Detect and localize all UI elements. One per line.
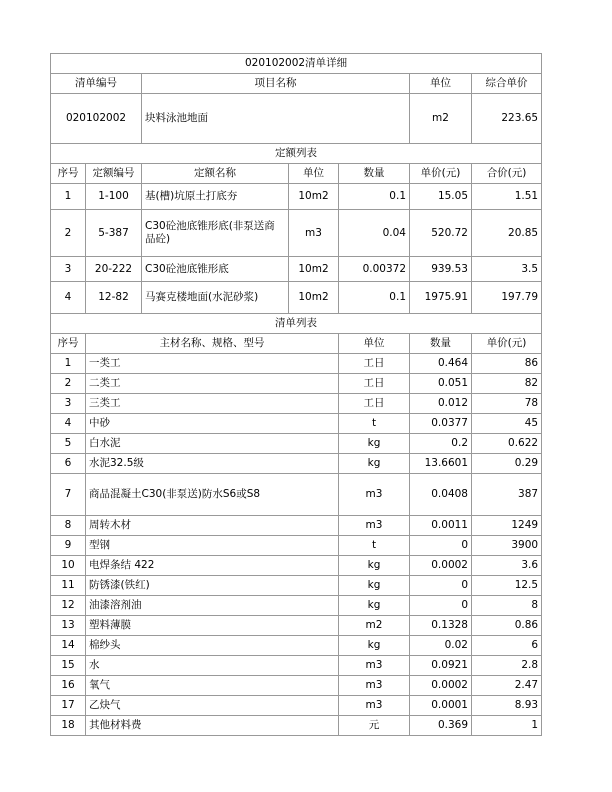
quota-row xyxy=(51,257,542,282)
material-name: 棉纱头 xyxy=(86,636,339,656)
material-unit: kg xyxy=(339,576,410,596)
material-row xyxy=(51,576,542,596)
quota-quantity: 0.1 xyxy=(339,282,410,314)
material-quantity: 0 xyxy=(410,576,472,596)
material-name: 油漆溶剂油 xyxy=(86,596,339,616)
material-row xyxy=(51,474,542,516)
item-code: 020102002 xyxy=(51,94,142,144)
item-price: 223.65 xyxy=(472,94,542,144)
material-quantity: 0.012 xyxy=(410,394,472,414)
material-name: 水泥32.5级 xyxy=(86,454,339,474)
material-row xyxy=(51,454,542,474)
material-index: 18 xyxy=(51,716,86,736)
quota-total: 20.85 xyxy=(472,210,542,257)
material-index: 13 xyxy=(51,616,86,636)
material-unit: m3 xyxy=(339,474,410,516)
material-name: 氧气 xyxy=(86,676,339,696)
material-quantity: 0.0377 xyxy=(410,414,472,434)
quota-col-code: 定额编号 xyxy=(86,164,142,184)
material-unit: m3 xyxy=(339,516,410,536)
material-name: 商品混凝土C30(非泵送)防水S6或S8 xyxy=(86,474,339,516)
quota-unit-price: 1975.91 xyxy=(410,282,472,314)
materials-columns-row xyxy=(51,334,542,354)
material-unit-price: 0.86 xyxy=(472,616,542,636)
quota-unit: 10m2 xyxy=(289,257,339,282)
quota-row xyxy=(51,210,542,257)
detail-sheet xyxy=(50,53,541,736)
material-name: 白水泥 xyxy=(86,434,339,454)
quota-unit-price: 520.72 xyxy=(410,210,472,257)
material-unit-price: 1249 xyxy=(472,516,542,536)
quota-unit: 10m2 xyxy=(289,282,339,314)
quota-quantity: 0.04 xyxy=(339,210,410,257)
material-unit-price: 45 xyxy=(472,414,542,434)
material-row xyxy=(51,394,542,414)
material-quantity: 0.1328 xyxy=(410,616,472,636)
quota-code: 1-100 xyxy=(86,184,142,210)
material-index: 8 xyxy=(51,516,86,536)
header-unit-label: 单位 xyxy=(410,74,472,94)
material-index: 9 xyxy=(51,536,86,556)
material-quantity: 0.0921 xyxy=(410,656,472,676)
material-row xyxy=(51,354,542,374)
material-row xyxy=(51,616,542,636)
quota-unit-price: 939.53 xyxy=(410,257,472,282)
material-index: 6 xyxy=(51,454,86,474)
material-quantity: 0.0408 xyxy=(410,474,472,516)
material-unit: kg xyxy=(339,636,410,656)
quota-total: 197.79 xyxy=(472,282,542,314)
material-quantity: 0 xyxy=(410,596,472,616)
quota-name: 基(槽)坑原土打底夯 xyxy=(142,184,289,210)
material-quantity: 0.02 xyxy=(410,636,472,656)
material-unit: m3 xyxy=(339,696,410,716)
material-unit-price: 78 xyxy=(472,394,542,414)
material-quantity: 0.051 xyxy=(410,374,472,394)
material-quantity: 0.0002 xyxy=(410,556,472,576)
material-row xyxy=(51,716,542,736)
material-unit-price: 0.29 xyxy=(472,454,542,474)
material-index: 7 xyxy=(51,474,86,516)
material-name: 型钢 xyxy=(86,536,339,556)
material-unit-price: 8 xyxy=(472,596,542,616)
material-unit-price: 0.622 xyxy=(472,434,542,454)
material-row xyxy=(51,434,542,454)
material-name: 电焊条结 422 xyxy=(86,556,339,576)
material-unit-price: 2.8 xyxy=(472,656,542,676)
material-row xyxy=(51,374,542,394)
material-unit: m3 xyxy=(339,656,410,676)
material-quantity: 0.0011 xyxy=(410,516,472,536)
material-index: 15 xyxy=(51,656,86,676)
materials-col-unit: 单位 xyxy=(339,334,410,354)
material-name: 三类工 xyxy=(86,394,339,414)
material-unit: 工日 xyxy=(339,354,410,374)
material-row xyxy=(51,636,542,656)
material-quantity: 0.0001 xyxy=(410,696,472,716)
quota-row xyxy=(51,184,542,210)
materials-col-name: 主材名称、规格、型号 xyxy=(86,334,339,354)
material-name: 二类工 xyxy=(86,374,339,394)
quota-unit-price: 15.05 xyxy=(410,184,472,210)
materials-col-index: 序号 xyxy=(51,334,86,354)
quota-col-index: 序号 xyxy=(51,164,86,184)
material-unit-price: 8.93 xyxy=(472,696,542,716)
quota-col-name: 定额名称 xyxy=(142,164,289,184)
material-unit-price: 82 xyxy=(472,374,542,394)
material-unit-price: 3900 xyxy=(472,536,542,556)
material-index: 16 xyxy=(51,676,86,696)
material-name: 其他材料费 xyxy=(86,716,339,736)
materials-section-title: 清单列表 xyxy=(51,314,542,334)
material-index: 17 xyxy=(51,696,86,716)
material-unit-price: 6 xyxy=(472,636,542,656)
material-index: 1 xyxy=(51,354,86,374)
header-price-label: 综合单价 xyxy=(472,74,542,94)
quota-quantity: 0.00372 xyxy=(339,257,410,282)
sheet-title: 020102002清单详细 xyxy=(51,54,542,74)
item-unit: m2 xyxy=(410,94,472,144)
material-unit: kg xyxy=(339,434,410,454)
material-unit: m2 xyxy=(339,616,410,636)
material-index: 10 xyxy=(51,556,86,576)
material-row xyxy=(51,516,542,536)
materials-col-unit-price: 单价(元) xyxy=(472,334,542,354)
material-row xyxy=(51,656,542,676)
material-unit-price: 3.6 xyxy=(472,556,542,576)
header-name-label: 项目名称 xyxy=(142,74,410,94)
quota-total: 1.51 xyxy=(472,184,542,210)
material-index: 2 xyxy=(51,374,86,394)
quota-code: 20-222 xyxy=(86,257,142,282)
quota-col-total: 合价(元) xyxy=(472,164,542,184)
material-index: 3 xyxy=(51,394,86,414)
material-unit: kg xyxy=(339,556,410,576)
material-name: 一类工 xyxy=(86,354,339,374)
quota-quantity: 0.1 xyxy=(339,184,410,210)
material-unit-price: 12.5 xyxy=(472,576,542,596)
material-quantity: 13.6601 xyxy=(410,454,472,474)
quota-col-quantity: 数量 xyxy=(339,164,410,184)
material-index: 11 xyxy=(51,576,86,596)
material-unit: 元 xyxy=(339,716,410,736)
material-index: 4 xyxy=(51,414,86,434)
material-index: 12 xyxy=(51,596,86,616)
quota-name: C30砼池底锥形底(非泵送商品砼) xyxy=(142,210,289,257)
material-quantity: 0.0002 xyxy=(410,676,472,696)
material-row xyxy=(51,676,542,696)
materials-col-quantity: 数量 xyxy=(410,334,472,354)
material-unit: t xyxy=(339,536,410,556)
material-unit: m3 xyxy=(339,676,410,696)
item-name: 块料泳池地面 xyxy=(142,94,410,144)
quota-code: 12-82 xyxy=(86,282,142,314)
quota-index: 2 xyxy=(51,210,86,257)
table-body xyxy=(51,54,542,736)
quota-index: 4 xyxy=(51,282,86,314)
quota-index: 3 xyxy=(51,257,86,282)
quota-code: 5-387 xyxy=(86,210,142,257)
material-quantity: 0 xyxy=(410,536,472,556)
material-name: 周转木材 xyxy=(86,516,339,536)
material-row xyxy=(51,596,542,616)
material-unit: kg xyxy=(339,454,410,474)
material-name: 塑料薄膜 xyxy=(86,616,339,636)
material-name: 乙炔气 xyxy=(86,696,339,716)
quota-total: 3.5 xyxy=(472,257,542,282)
material-row xyxy=(51,536,542,556)
quota-index: 1 xyxy=(51,184,86,210)
material-quantity: 0.2 xyxy=(410,434,472,454)
material-name: 防锈漆(铁红) xyxy=(86,576,339,596)
header-code-label: 清单编号 xyxy=(51,74,142,94)
material-unit: 工日 xyxy=(339,374,410,394)
header-columns-row xyxy=(51,74,542,94)
quota-unit: m3 xyxy=(289,210,339,257)
quota-row xyxy=(51,282,542,314)
material-name: 中砂 xyxy=(86,414,339,434)
material-name: 水 xyxy=(86,656,339,676)
quota-unit: 10m2 xyxy=(289,184,339,210)
quota-section-title: 定额列表 xyxy=(51,144,542,164)
material-row xyxy=(51,556,542,576)
material-unit-price: 387 xyxy=(472,474,542,516)
material-unit-price: 2.47 xyxy=(472,676,542,696)
material-unit-price: 1 xyxy=(472,716,542,736)
material-index: 5 xyxy=(51,434,86,454)
material-unit: t xyxy=(339,414,410,434)
material-unit-price: 86 xyxy=(472,354,542,374)
material-row xyxy=(51,696,542,716)
header-values-row xyxy=(51,94,542,144)
material-quantity: 0.464 xyxy=(410,354,472,374)
quota-name: C30砼池底锥形底 xyxy=(142,257,289,282)
quota-col-unit-price: 单价(元) xyxy=(410,164,472,184)
quota-name: 马赛克楼地面(水泥砂浆) xyxy=(142,282,289,314)
quota-col-unit: 单位 xyxy=(289,164,339,184)
detail-table xyxy=(50,53,542,736)
material-index: 14 xyxy=(51,636,86,656)
material-unit: kg xyxy=(339,596,410,616)
material-row xyxy=(51,414,542,434)
quota-columns-row xyxy=(51,164,542,184)
material-unit: 工日 xyxy=(339,394,410,414)
material-quantity: 0.369 xyxy=(410,716,472,736)
